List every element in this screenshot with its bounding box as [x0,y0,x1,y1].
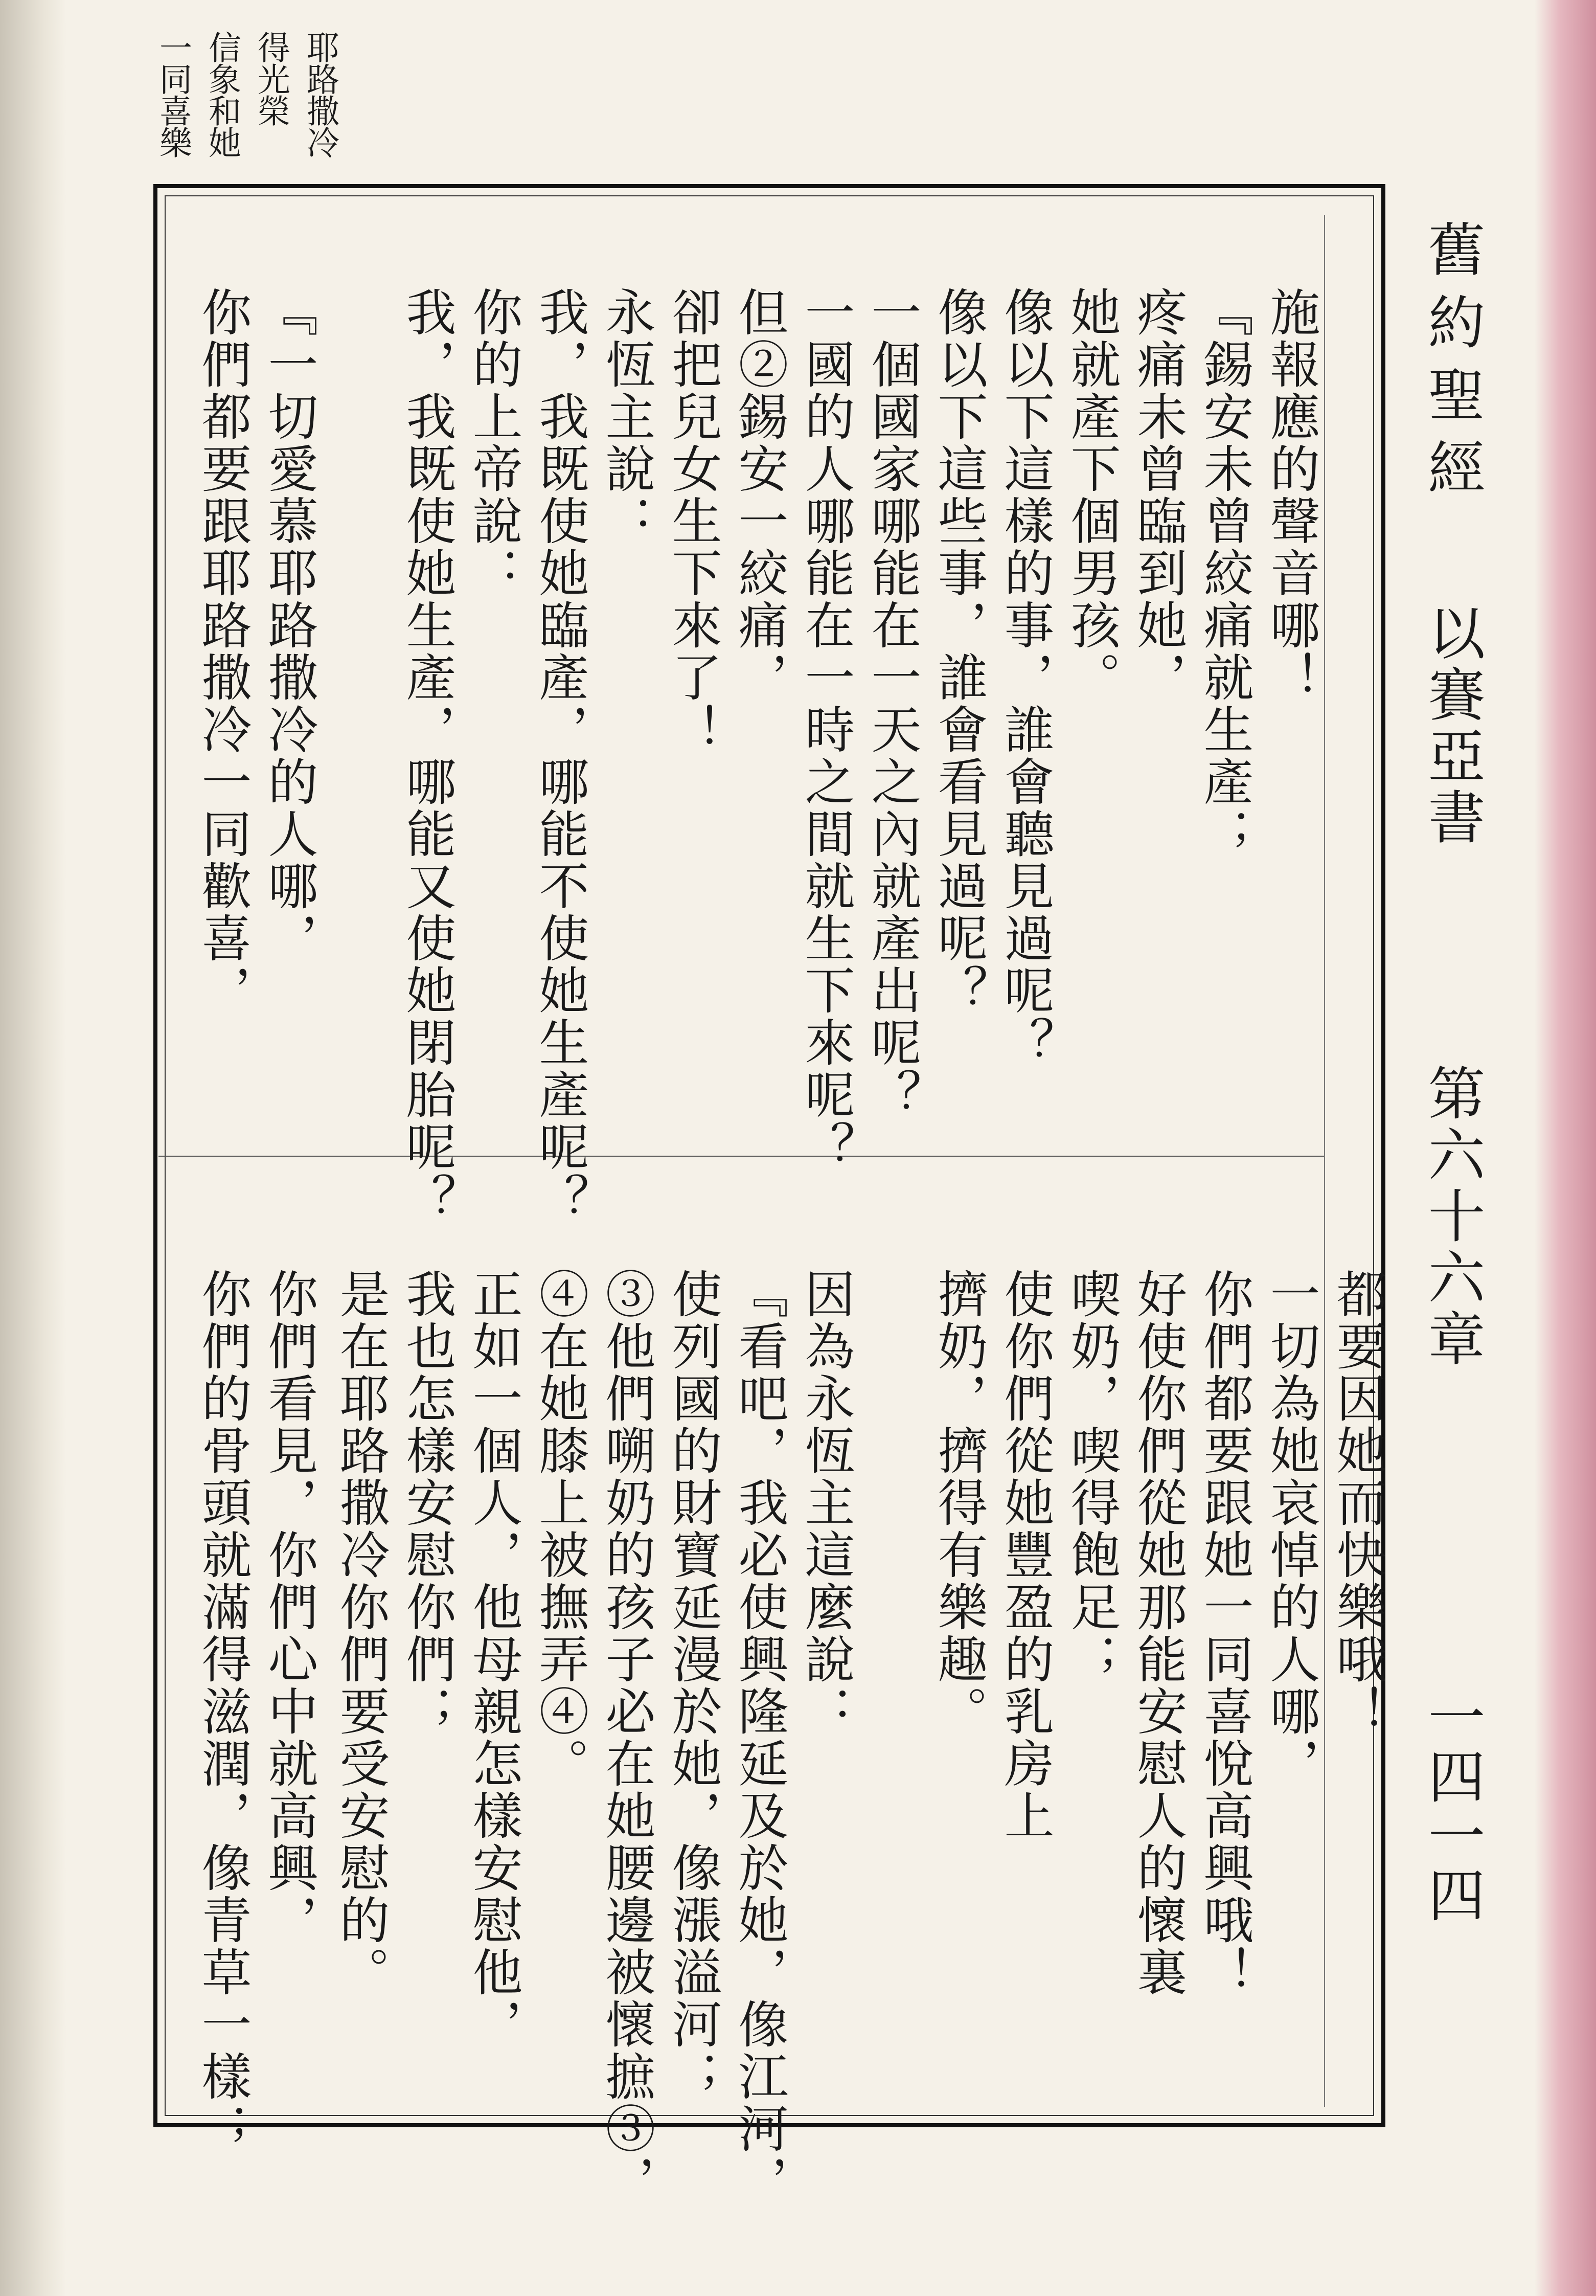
verse-line: 喫奶，喫得飽足； [1062,1268,1121,1685]
verse-line: 像以下這樣的事，誰會聽見過呢？ [996,286,1054,1069]
verse-line: 你的上帝說： [464,286,522,599]
verse-line: 『一切愛慕耶路撒冷的人哪， [260,286,318,964]
book-gutter [0,0,66,2296]
verse-line: 好使你們從她那能安慰人的懷裏 [1129,1268,1187,1998]
running-title: 舊約聖經 [1419,220,1485,510]
verse-line: 『看吧，我必使興隆延及於她，像江河， [730,1268,788,2207]
page-edge [1535,0,1596,2296]
verse-line: 擠奶，擠得有樂趣。 [929,1268,988,1738]
side-note-line: 一同喜樂 [154,31,192,157]
verse-line: 一切為她哀悼的人哪， [1262,1268,1320,1790]
verse-line: ③他們嗍奶的孩子必在她腰邊被懷摭③， [597,1268,655,2207]
verse-line: 你們都要跟耶路撒冷一同歡喜， [193,286,252,1017]
verse-line: 像以下這些事，誰會看見過呢？ [929,286,988,1017]
verse-line: 她就產下個男孩。 [1062,286,1121,704]
verse-line: 施報應的聲音哪！ [1262,286,1320,704]
verse-line: 我也怎樣安慰你們； [398,1268,456,1738]
verse-line: 都要因她而快樂哦！ [1328,1268,1386,1738]
verse-line: 正如一個人，他母親怎樣安慰他， [464,1268,522,2051]
verse-line: 但②錫安一絞痛， [730,286,788,704]
middle-rule [158,1156,1324,1157]
verse-line: 我，我既使她生產，哪能又使她閉胎呢？ [398,286,456,1225]
side-note-line: 信象和她 [203,31,241,157]
verse-line: 使你們從她豐盈的乳房上 [996,1268,1054,1842]
chapter-heading: 第六十六章 [1419,1064,1485,1370]
verse-line: 卻把兒女生下來了！ [664,286,722,756]
book-title: 以賽亞書 [1419,603,1485,849]
verse-line: 一個國家哪能在一天之內就產出呢？ [863,286,921,1121]
verse-line: 是在耶路撒冷你們要受安慰的。 [331,1268,390,1998]
verse-line: 你們的骨頭就滿得滋潤，像青草一樣； [193,1268,252,2155]
side-note-line: 耶路撒冷 [301,31,339,157]
verse-line: 我，我既使她臨產，哪能不使她生產呢？ [531,286,589,1225]
side-note [148,31,345,184]
verse-line: 你們都要跟她一同喜悅高興哦！ [1195,1268,1253,1998]
verse-line: 一國的人哪能在一時之間就生下來呢？ [796,286,855,1173]
verse-line: 永恆主說： [597,286,655,547]
side-note-line: 得光榮 [252,31,290,126]
header-rule [1324,215,1325,2107]
verse-line: 因為永恆主這麼說： [796,1268,855,1738]
verse-line: 你們看見，你們心中就高興， [260,1268,318,1946]
verse-line: ④在她膝上被撫弄④。 [531,1268,589,1790]
verse-line: 疼痛未曾臨到她， [1129,286,1187,704]
verse-line: 『錫安未曾絞痛就生產； [1195,286,1253,860]
verse-line: 使列國的財寶延漫於她，像漲溢河； [664,1268,722,2103]
page-number: 一四一四 [1419,1687,1485,1925]
